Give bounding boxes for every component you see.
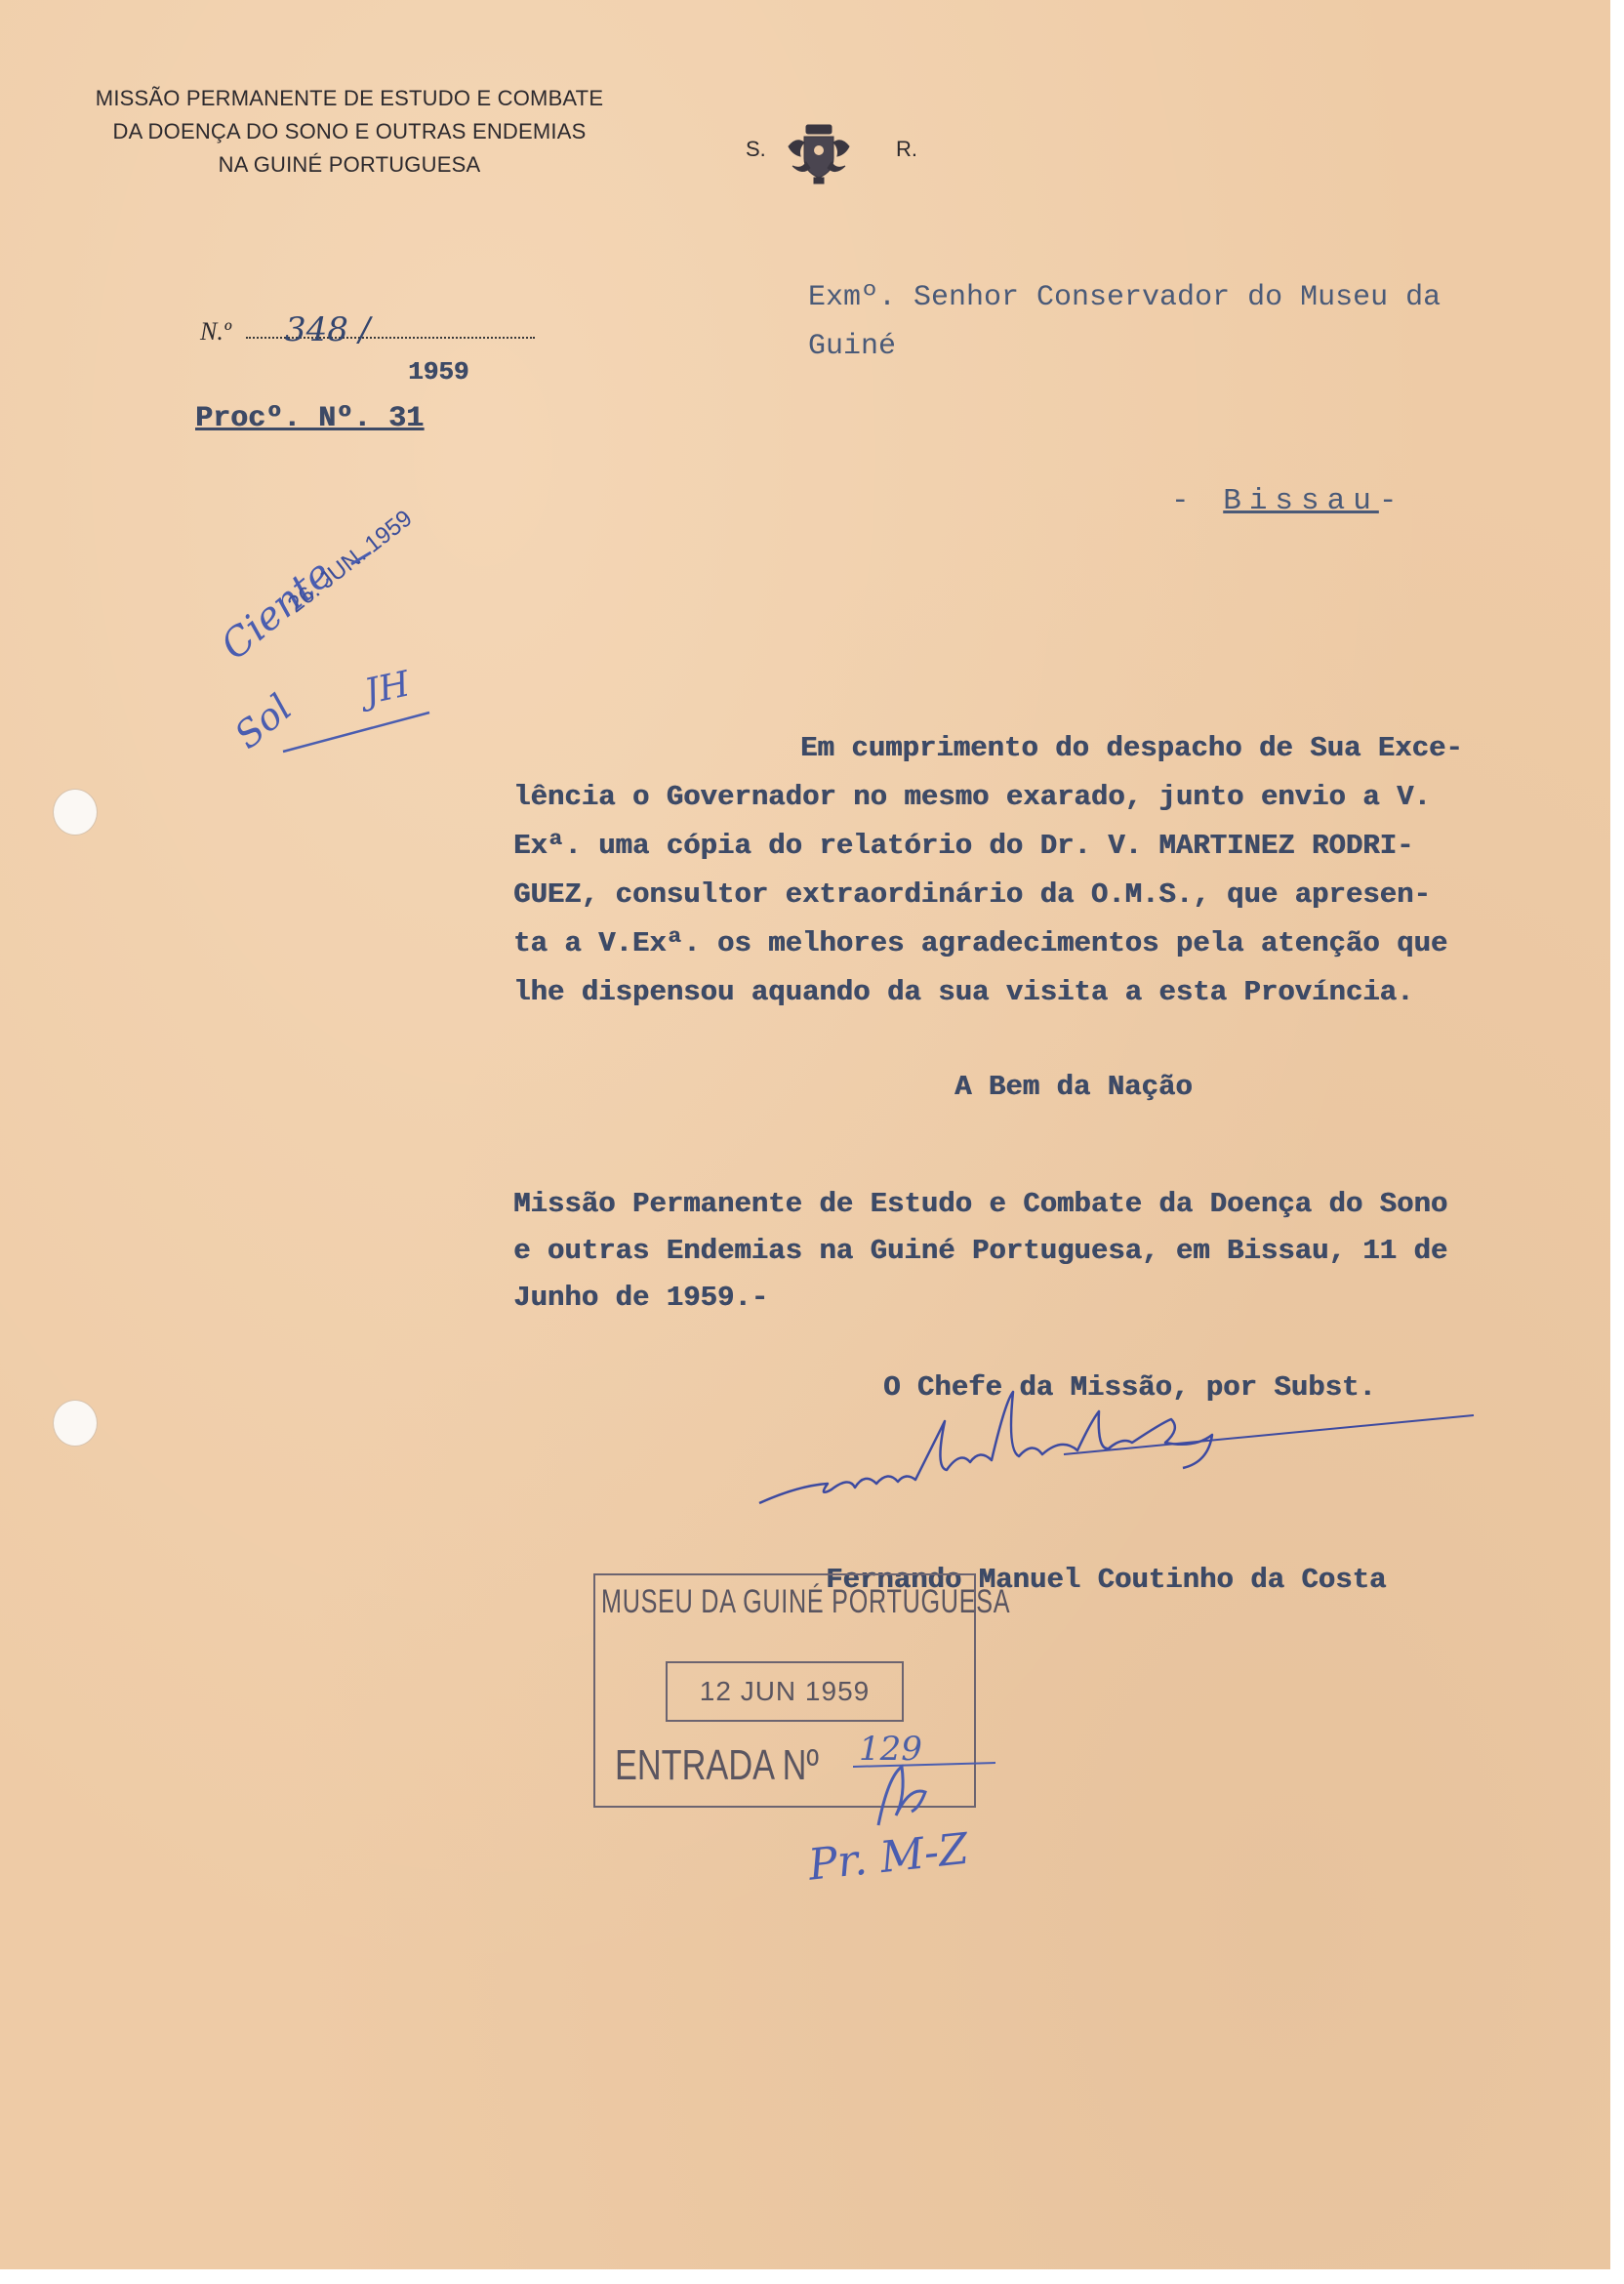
- letterhead-line: MISSÃO PERMANENTE DE ESTUDO E COMBATE: [95, 86, 604, 110]
- place-line: e outras Endemias na Guiné Portuguesa, em Bissau, 11 de: [513, 1235, 1448, 1267]
- body-line: Exª. uma cópia do relatório do Dr. V. MARTINEZ RODRI-: [513, 830, 1414, 862]
- body-line: Em cumprimento do despacho de Sua Exce-: [800, 732, 1463, 764]
- coat-of-arms-icon: [787, 119, 851, 187]
- punch-hole: [53, 1400, 98, 1447]
- annotation-word-ciente: Ciente: [213, 551, 342, 670]
- annotation-initials: JH: [361, 664, 414, 714]
- addressee: [808, 273, 1550, 371]
- chief-title: O Chefe da Missão, por Subst.: [883, 1371, 1376, 1404]
- city-suffix: -: [1378, 484, 1405, 518]
- place-and-date: [513, 1181, 1567, 1322]
- closing-salutation: A Bem da Nação: [954, 1071, 1193, 1103]
- signer-name: Fernando Manuel Coutinho da Costa: [826, 1564, 1387, 1596]
- reference-number-value: 348: [285, 310, 348, 349]
- service-mark-left: S.: [746, 137, 766, 161]
- annotation-word-sol: Sol: [226, 685, 301, 757]
- addressee-line: Exmº. Senhor Conservador do Museu da: [808, 281, 1441, 314]
- reference-separator: /: [358, 310, 371, 349]
- stamp-date: 12 JUN 1959: [666, 1661, 904, 1722]
- body-line: ta a V.Exª. os melhores agradecimentos pela atenção que: [513, 927, 1448, 959]
- reference-number-label: N.º: [200, 317, 231, 346]
- handwritten-signature: [742, 1406, 1483, 1552]
- city-name: Bissau: [1223, 484, 1379, 518]
- process-number: Procº. Nº. 31: [195, 402, 425, 435]
- place-line: Junho de 1959.-: [513, 1282, 769, 1314]
- place-line: Missão Permanente de Estudo e Combate da Doença do Sono: [513, 1188, 1448, 1220]
- reference-number: [285, 310, 370, 349]
- body-line: lhe dispensou aquando da sua visita a esta Província.: [513, 976, 1414, 1008]
- annotation-ink-strokes: [273, 547, 468, 761]
- reference-year: 1959: [408, 357, 469, 387]
- service-mark-right: R.: [896, 137, 917, 161]
- annotation-received-date: 26. JUN. 1959: [283, 505, 418, 619]
- letterhead-line: DA DOENÇA DO SONO E OUTRAS ENDEMIAS: [112, 119, 587, 143]
- letterhead-line: NA GUINÉ PORTUGUESA: [218, 152, 481, 177]
- letter-body: [513, 724, 1567, 1017]
- city-prefix: -: [1171, 484, 1224, 518]
- stamp-entry-number: 129: [859, 1730, 922, 1769]
- addressee-line: Guiné: [808, 330, 897, 363]
- stamp-entry-label: ENTRADA Nº: [615, 1741, 819, 1789]
- city-line: [1171, 484, 1404, 518]
- stamp-ink-strokes: [849, 1757, 1005, 1835]
- punch-hole: [53, 789, 98, 836]
- stamp-hand-note: Pr. M-Z: [806, 1823, 971, 1891]
- body-line: lência o Governador no mesmo exarado, junto envio a V.: [513, 781, 1431, 813]
- stamp-title: MUSEU DA GUINÉ PORTUGUESA: [601, 1583, 1011, 1620]
- letterhead: [76, 82, 623, 182]
- body-line: GUEZ, consultor extraordinário da O.M.S., que apresen-: [513, 878, 1431, 911]
